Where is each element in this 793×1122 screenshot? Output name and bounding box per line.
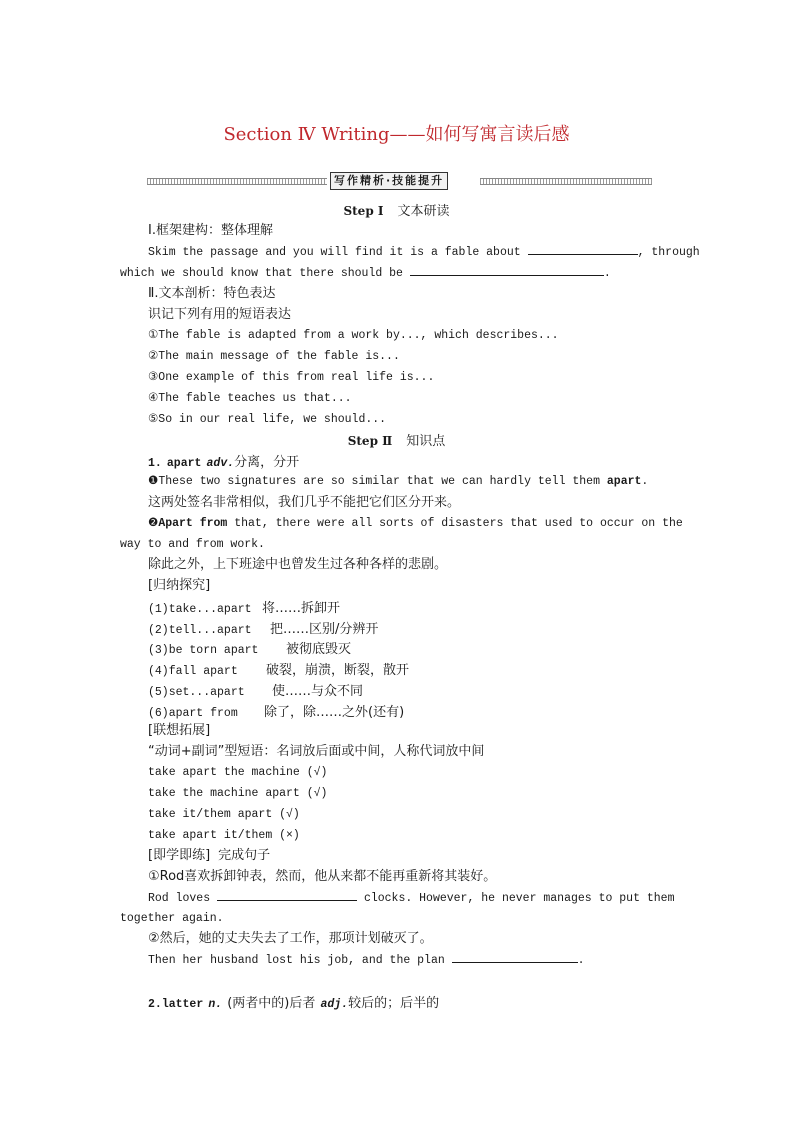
item2-pos-adj: adj. xyxy=(320,998,349,1011)
banner-rule-right xyxy=(480,178,652,185)
answer-blank xyxy=(217,888,357,901)
practice-2-text-a: Then her husband lost his job, and the plan xyxy=(148,954,445,967)
extend-example: take it/them apart (√) xyxy=(148,808,300,821)
phrase-item: ②The main message of the fable is... xyxy=(148,350,400,363)
skim-text-a: Skim the passage and you will find it is a fable about xyxy=(148,246,521,259)
phrase-item: ③One example of this from real life is... xyxy=(148,371,435,384)
item2-num: 2. xyxy=(148,998,162,1011)
example-1 xyxy=(148,472,648,492)
practice-1-line xyxy=(148,888,675,909)
extend-example: take apart the machine (√) xyxy=(148,766,328,779)
item1-heading xyxy=(148,451,299,474)
banner-label: 写作精析·技能提升 xyxy=(330,172,448,190)
summary-en: (5)set...apart xyxy=(148,686,245,699)
phrase-item: ⑤So in our real life, we should... xyxy=(148,413,387,426)
example-2-text: that, there were all sorts of disasters that used to occur on the xyxy=(227,517,683,530)
example-2-cont: way to and from work. xyxy=(120,538,265,551)
skim-line-1 xyxy=(148,242,700,263)
summary-en: (6)apart from xyxy=(148,707,238,720)
practice-2-chinese: ②然后，她的丈夫失去了工作，那项计划破灭了。 xyxy=(148,931,433,946)
practice-heading xyxy=(148,846,270,866)
summary-cn: 把……区别/分辨开 xyxy=(270,622,379,637)
summary-item xyxy=(148,638,351,661)
practice-1-chinese: ①Rod喜欢拆卸钟表，然而，他从来都不能再重新将其装好。 xyxy=(148,869,497,884)
practice-1-cont: together again. xyxy=(120,912,224,925)
practice-2-text-b: . xyxy=(577,954,585,967)
item2-pos-noun: n. xyxy=(208,998,223,1011)
item1-num: 1. xyxy=(148,457,162,470)
skim-text-b: , through xyxy=(637,246,700,259)
step1-title: 文本研读 xyxy=(397,204,450,219)
extend-heading: [联想拓展] xyxy=(148,723,211,738)
item2-meaning-adj: 较后的；后半的 xyxy=(348,996,440,1011)
summary-en: (1)take...apart xyxy=(148,603,252,616)
summary-en: (4)fall apart xyxy=(148,665,238,678)
item2-heading xyxy=(148,992,439,1015)
example-1-bold: apart xyxy=(606,475,642,488)
summary-cn: 被彻底毁灭 xyxy=(286,642,352,657)
phrase-item: ①The fable is adapted from a work by..., which describes... xyxy=(148,329,559,342)
answer-blank xyxy=(410,263,604,276)
summary-cn: 破裂，崩溃，断裂，散开 xyxy=(266,663,410,678)
example-1-translation: 这两处签名非常相似，我们几乎不能把它们区分开来。 xyxy=(148,495,461,510)
s2-heading: Ⅱ.文本剖析：特色表达 xyxy=(148,286,276,301)
extend-example: take the machine apart (√) xyxy=(148,787,328,800)
example-2 xyxy=(148,514,683,534)
banner-rule-left xyxy=(147,178,327,185)
summary-heading: [归纳探究] xyxy=(148,578,211,593)
summary-cn: 使……与众不同 xyxy=(272,684,364,699)
practice-1-text-a: Rod loves xyxy=(148,892,211,905)
summary-en: (2)tell...apart xyxy=(148,624,252,637)
summary-en: (3)be torn apart xyxy=(148,644,259,657)
answer-blank xyxy=(528,242,638,255)
item2-word: latter xyxy=(161,998,204,1011)
practice-label: [即学即练] xyxy=(148,848,211,863)
answer-blank xyxy=(452,950,578,963)
page-title: Section Ⅳ Writing——如何写寓言读后感 xyxy=(223,124,570,145)
step1-label: Step Ⅰ xyxy=(343,204,384,218)
summary-item xyxy=(148,597,340,620)
extend-rule: “动词+副词”型短语：名词放后面或中间，人称代词放中间 xyxy=(148,744,485,759)
example-2-translation: 除此之外，上下班途中也曾发生过各种各样的悲剧。 xyxy=(148,557,448,572)
step2-label: Step Ⅱ xyxy=(347,434,393,448)
skim-line-2 xyxy=(120,263,611,284)
s1-heading: Ⅰ.框架建构：整体理解 xyxy=(148,223,273,238)
item1-meaning: 分离，分开 xyxy=(234,455,300,470)
example-1-text: These two signatures are so similar that we can hardly tell them xyxy=(158,475,600,488)
summary-cn: 除了，除……之外(还有) xyxy=(264,705,405,720)
skim-text-c: which we should know that there should be xyxy=(120,267,403,280)
summary-cn: 将……拆卸开 xyxy=(262,601,341,616)
extend-example: take apart it/them (×) xyxy=(148,829,300,842)
example-2-mark: ❷ xyxy=(148,517,159,530)
example-2-bold: Apart from xyxy=(158,517,228,530)
practice-1-text-b: clocks. However, he never manages to put them xyxy=(363,892,675,905)
phrase-item: ④The fable teaches us that... xyxy=(148,392,352,405)
item1-word: apart xyxy=(166,457,202,470)
example-1-mark: ❶ xyxy=(148,475,159,488)
s2-sub: 识记下列有用的短语表达 xyxy=(148,307,292,322)
item1-pos: adv. xyxy=(206,457,235,470)
example-1-end: . xyxy=(641,475,649,488)
practice-task: 完成句子 xyxy=(218,848,271,863)
step2-heading xyxy=(0,430,793,452)
summary-item xyxy=(148,680,363,703)
step1-heading xyxy=(0,200,793,222)
step2-title: 知识点 xyxy=(406,434,446,449)
section-banner xyxy=(147,172,652,190)
practice-2-line xyxy=(148,950,585,971)
summary-item xyxy=(148,659,409,682)
skim-text-d: . xyxy=(603,267,611,280)
item2-meaning-noun: (两者中的)后者 xyxy=(227,996,316,1011)
